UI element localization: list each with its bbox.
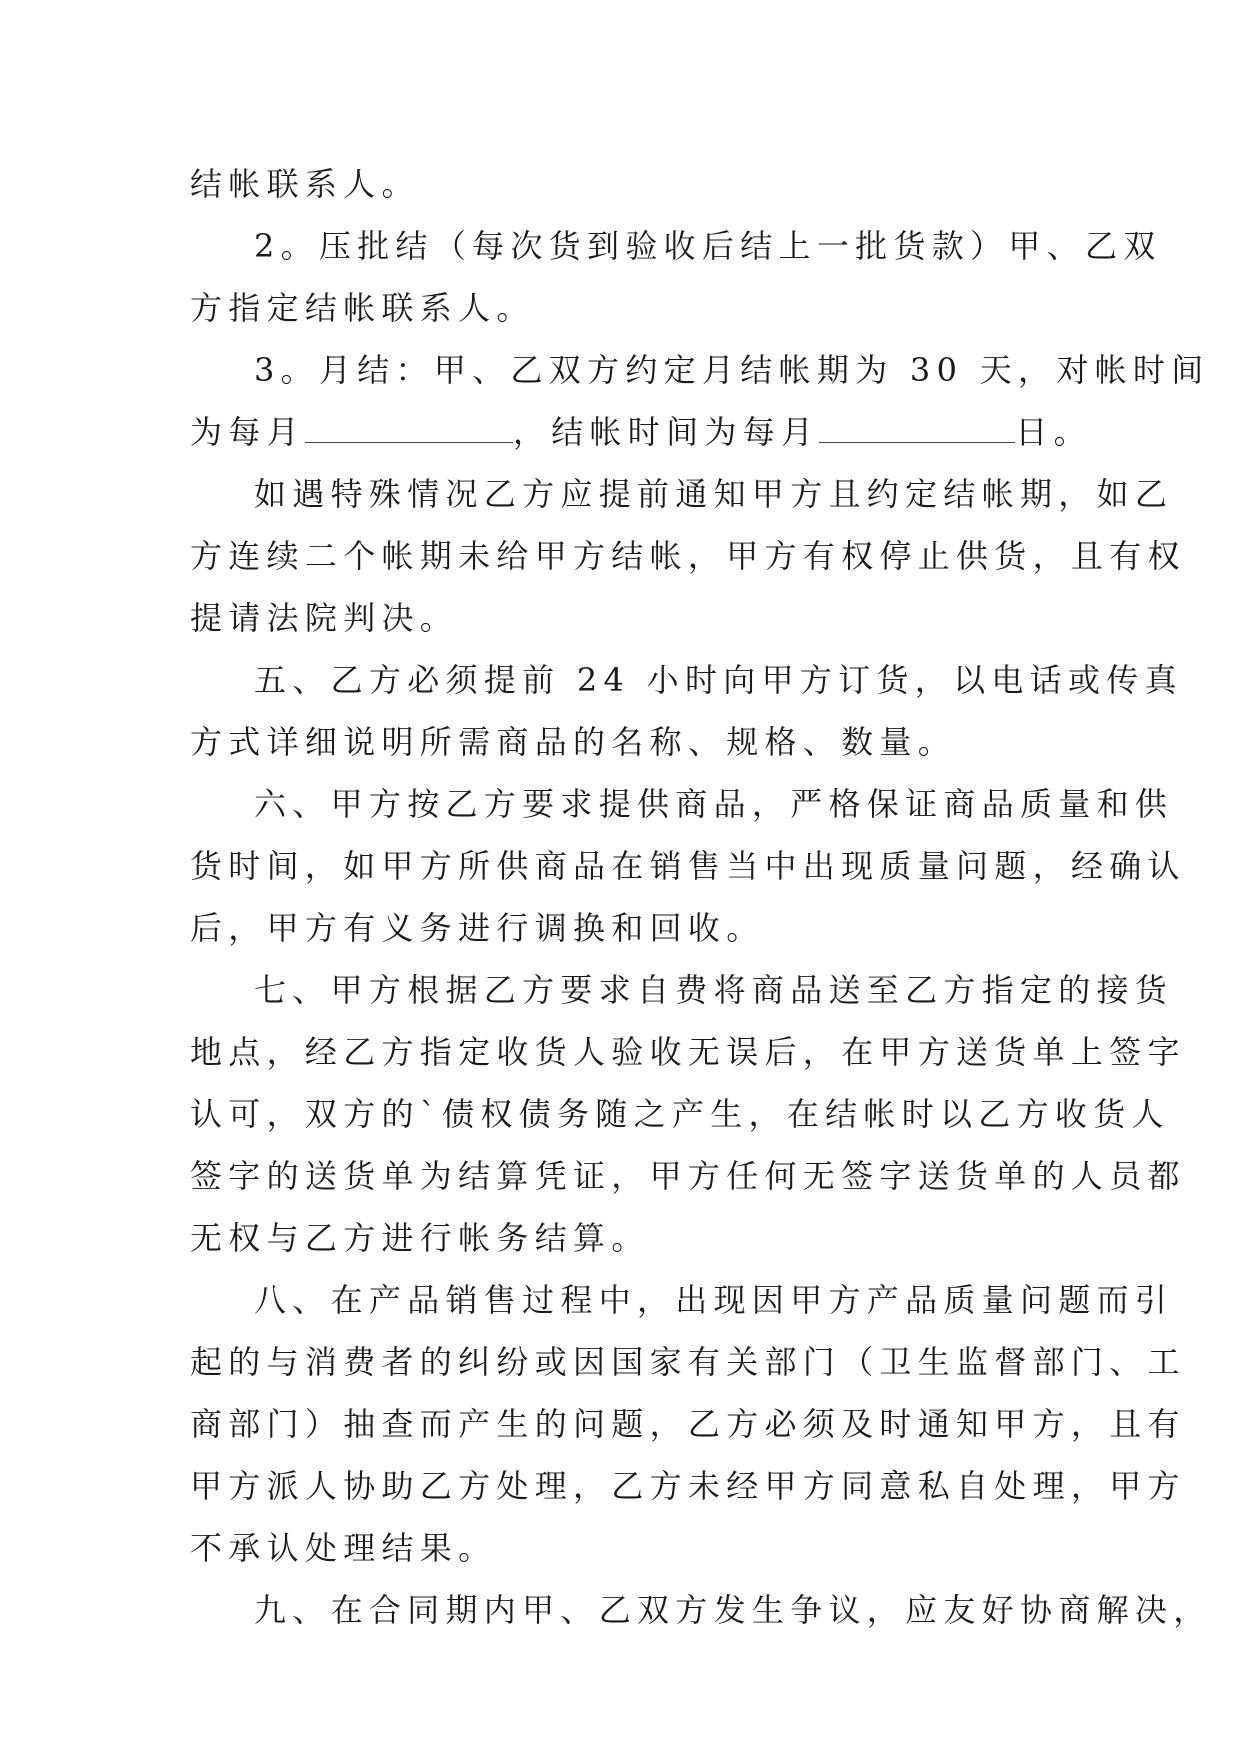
text-line: 商部门）抽查而产生的问题，乙方必须及时通知甲方，且有: [190, 1405, 1186, 1443]
text-line: 起的与消费者的纠纷或因国家有关部门（卫生监督部门、工: [190, 1343, 1186, 1381]
text-line: 方式详细说明所需商品的名称、规格、数量。: [190, 723, 957, 761]
text-line: 甲方派人协助乙方处理，乙方未经甲方同意私自处理，甲方: [190, 1467, 1186, 1505]
text-line: 六、甲方按乙方要求提供商品，严格保证商品质量和供: [254, 785, 1174, 823]
fill-in-blank-reconcile-date: [305, 414, 513, 443]
text-line: 结帐联系人。: [190, 165, 420, 203]
contract-text: [190, 153, 1212, 1641]
text-fragment: 为每月: [190, 413, 305, 451]
text-line: 3。月结：甲、乙双方约定月结帐期为 30 天，对帐时间: [254, 351, 1210, 389]
text-line: 如遇特殊情况乙方应提前通知甲方且约定结帐期，如乙: [254, 475, 1174, 513]
text-line: 货时间，如甲方所供商品在销售当中出现质量问题，经确认: [190, 847, 1186, 885]
text-fragment: ，结帐时间为每月: [512, 413, 820, 451]
text-line: 七、甲方根据乙方要求自费将商品送至乙方指定的接货: [254, 971, 1174, 1009]
text-line: 五、乙方必须提前 24 小时向甲方订货，以电话或传真: [254, 661, 1183, 699]
text-line: 九、在合同期内甲、乙双方发生争议，应友好协商解决，: [254, 1591, 1212, 1629]
text-line: 后，甲方有义务进行调换和回收。: [190, 909, 765, 947]
text-line: 不承认处理结果。: [190, 1529, 497, 1567]
text-line-with-blanks: [190, 401, 1092, 463]
text-line: 无权与乙方进行帐务结算。: [190, 1219, 650, 1257]
text-line: 认可，双方的`债权债务随之产生，在结帐时以乙方收货人: [190, 1095, 1170, 1133]
text-fragment: 日。: [1015, 413, 1092, 451]
text-line: 地点，经乙方指定收货人验收无误后，在甲方送货单上签字: [190, 1033, 1186, 1071]
text-line: 方指定结帐联系人。: [190, 289, 535, 327]
text-line: 签字的送货单为结算凭证，甲方任何无签字送货单的人员都: [190, 1157, 1186, 1195]
text-line: 八、在产品销售过程中，出现因甲方产品质量问题而引: [254, 1281, 1174, 1319]
text-line: 提请法院判决。: [190, 599, 459, 637]
fill-in-blank-settlement-date: [819, 414, 1015, 443]
text-line: 方连续二个帐期未给甲方结帐，甲方有权停止供货，且有权: [190, 537, 1186, 575]
text-line: 2。压批结（每次货到验收后结上一批货款）甲、乙双: [254, 227, 1162, 265]
